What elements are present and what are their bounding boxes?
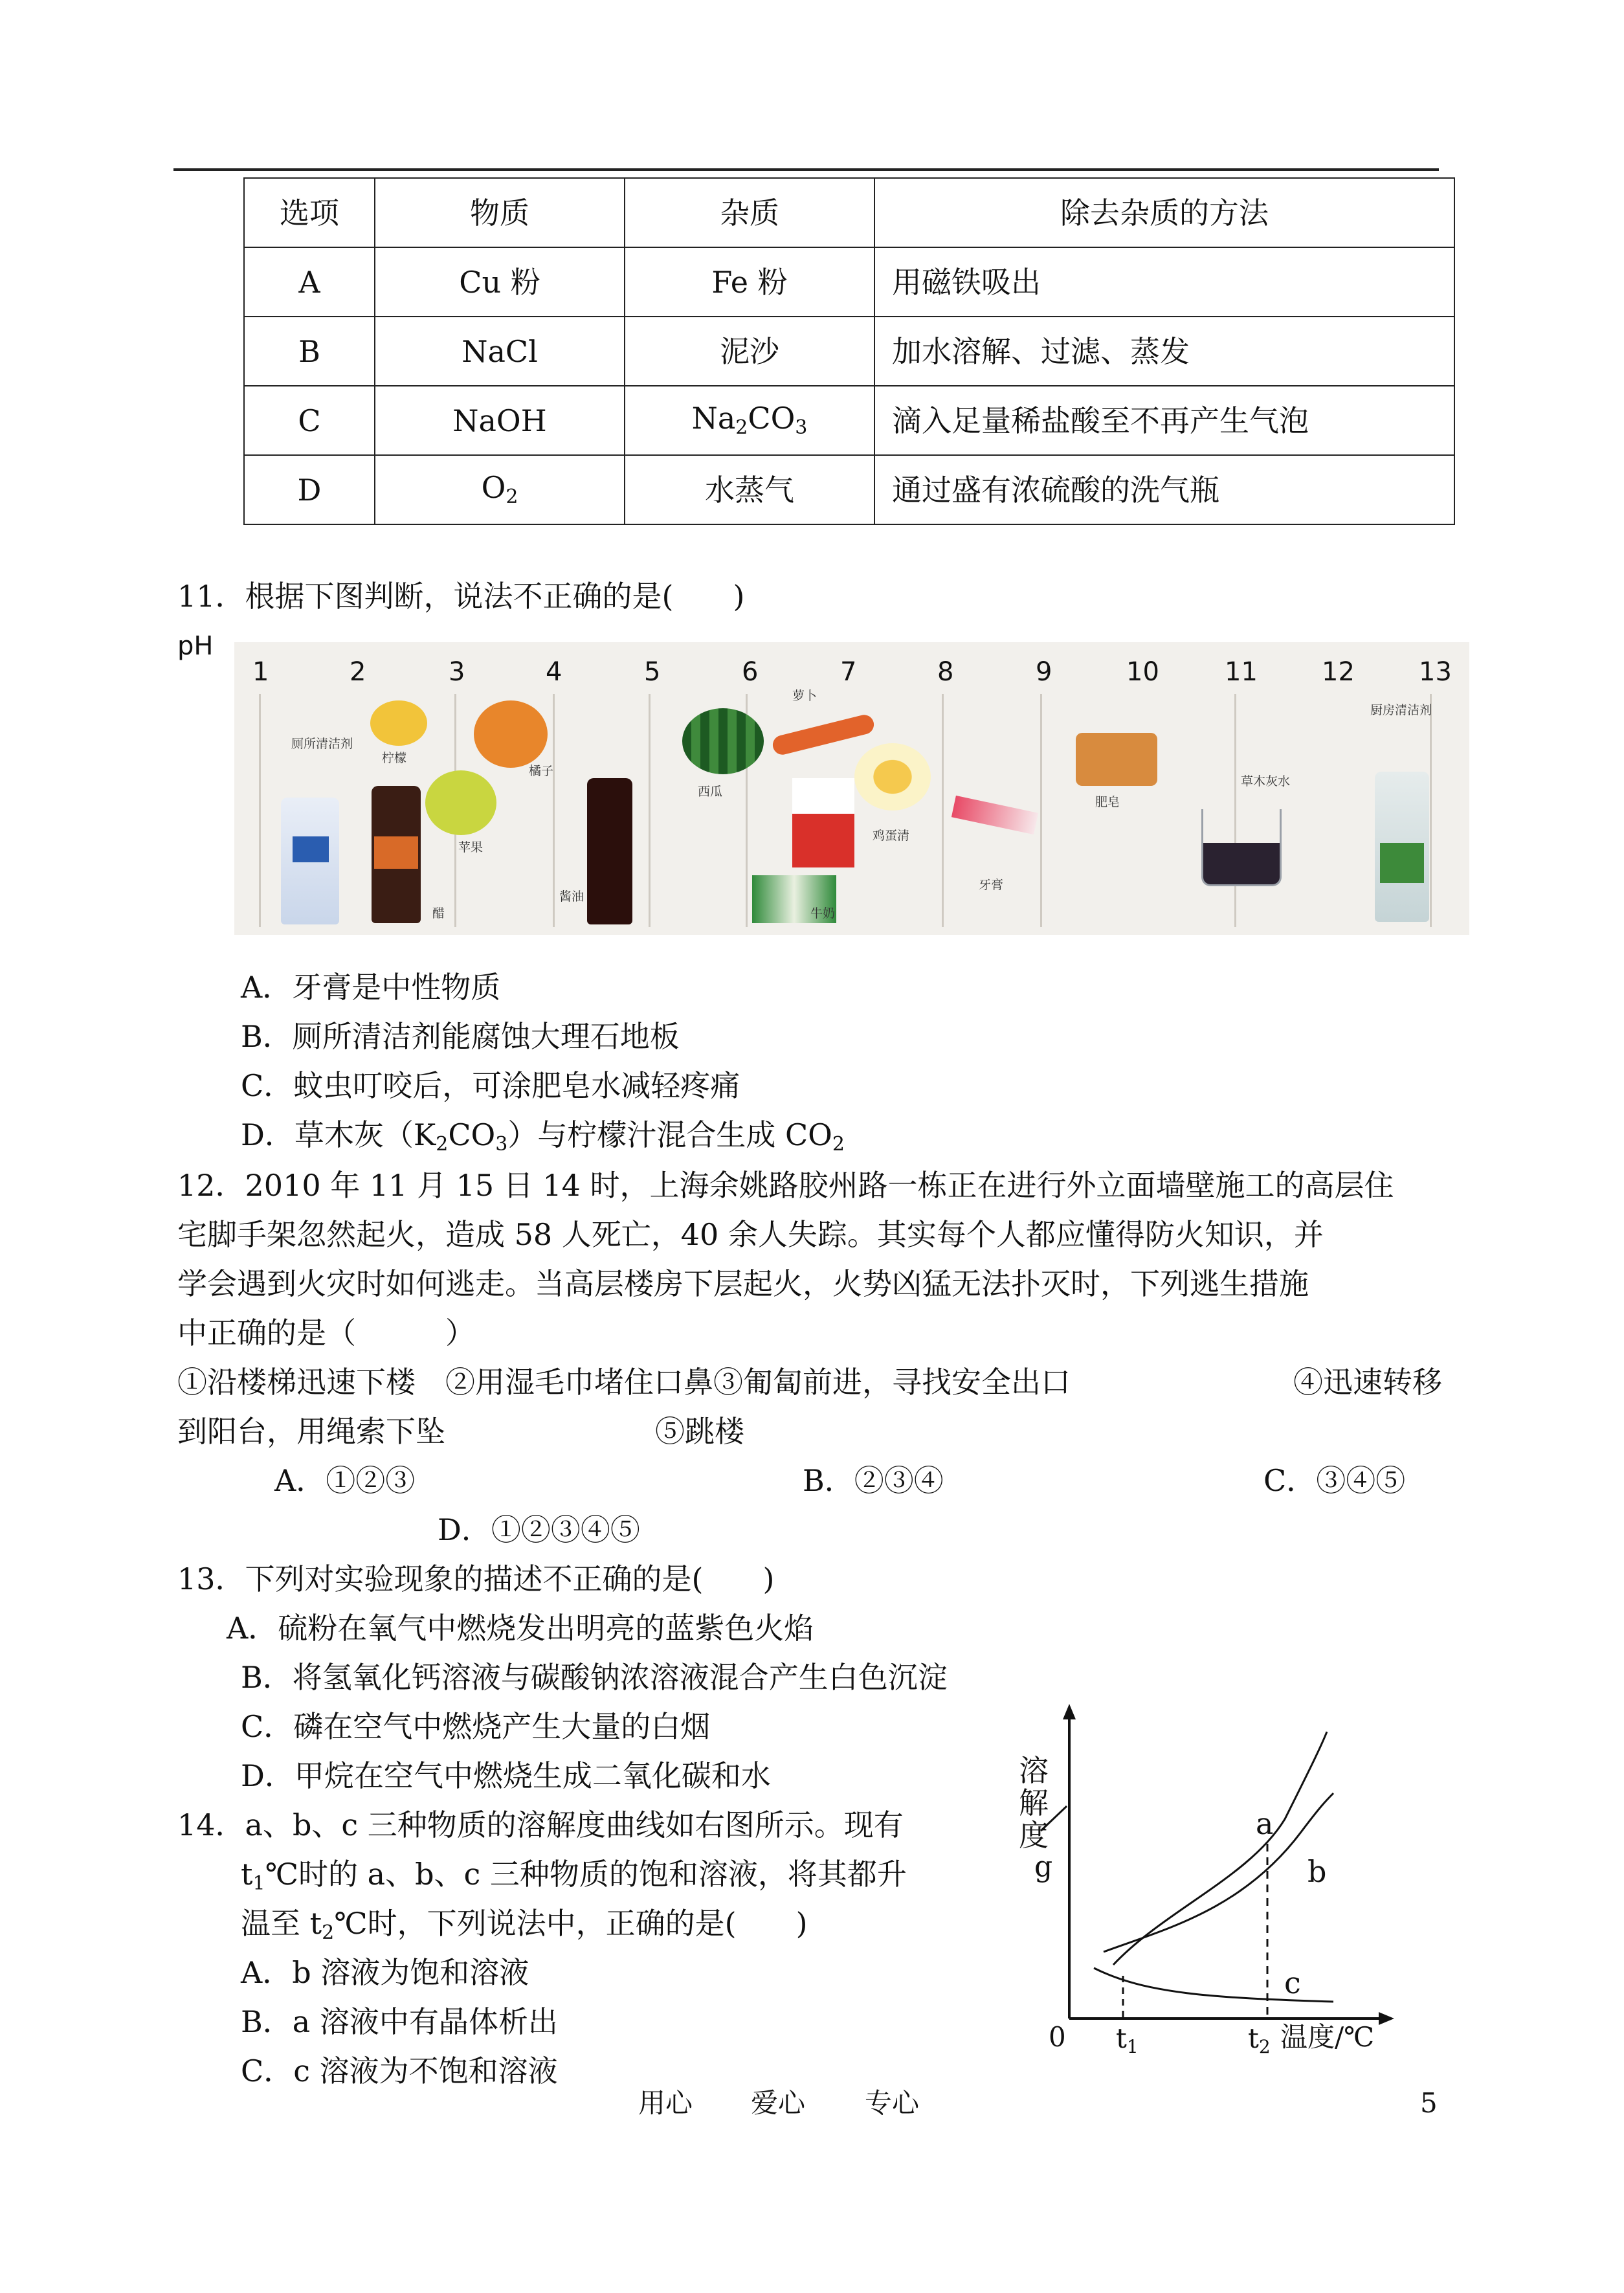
q12-measures-2: ④迅速转移 [1293,1365,1442,1400]
table-row [244,455,1454,524]
cell-option: C [244,386,375,455]
cell-impurity: 水蒸气 [625,455,874,524]
curve-label-b: b [1307,1854,1327,1889]
table-row [244,386,1454,455]
ph-tick: 2 [350,657,366,687]
label-watermelon: 西瓜 [698,785,723,799]
table-row [244,247,1454,317]
graph-t1-label: t1 [1116,2022,1139,2057]
ph-tick: 9 [1036,657,1052,687]
cell-substance: NaCl [375,317,625,386]
q12-option-c: C．③④⑤ [1263,1463,1406,1498]
curve-a [1113,1732,1327,1965]
ph-tick: 3 [449,657,465,687]
q12-measures-1: ①沿楼梯迅速下楼 ②用湿毛巾堵住口鼻③匍匐前进，寻找安全出口 [177,1365,1071,1400]
graph-ylabel-unit: g [1034,1850,1053,1883]
q12-option-a: A．①②③ [274,1463,416,1498]
graph-xlabel: 温度/℃ [1280,2021,1375,2053]
footer-motto-1: 用心 [638,2087,693,2119]
curve-label-c: c [1284,1965,1301,2000]
ph-divider [649,694,651,927]
q13-option-a: A．硫粉在氧气中燃烧发出明亮的蓝紫色火焰 [227,1611,814,1646]
ph-divider [553,694,555,927]
label-toilet-cleaner: 厕所清洁剂 [291,737,353,751]
cell-option: D [244,455,375,524]
q12-measures-3: 到阳台，用绳索下坠 [177,1414,445,1449]
q12-measures-4: ⑤跳楼 [655,1414,744,1449]
graph-ylabel-char: 度 [1019,1818,1049,1853]
footer-motto-3: 专心 [865,2087,920,2119]
ph-tick: 8 [937,657,954,687]
label-lemon: 柠檬 [382,751,407,765]
page-number: 5 [1420,2087,1438,2119]
watermelon-icon [682,708,764,774]
bottle-label-icon [293,836,329,862]
col-header-substance: 物质 [375,178,625,247]
label-soap: 肥皂 [1095,795,1120,809]
cell-method: 加水溶解、过滤、蒸发 [874,317,1454,386]
q12-line-4: 中正确的是（ ） [177,1315,475,1350]
curve-label-a: a [1256,1806,1274,1841]
q14-line-1: 14．a、b、c 三种物质的溶解度曲线如右图所示。现有 [177,1807,904,1842]
cell-substance: NaOH [375,386,625,455]
q12-option-d: D．①②③④⑤ [438,1512,640,1547]
x-axis-arrow-icon [1379,2012,1394,2025]
q14-option-b: B．a 溶液中有晶体析出 [241,2004,558,2039]
q13-option-b: B．将氢氧化钙溶液与碳酸钠浓溶液混合产生白色沉淀 [241,1660,948,1695]
orange-icon [474,700,548,768]
label-kitchen-cleaner: 厨房清洁剂 [1370,703,1432,717]
soap-icon [1076,733,1157,786]
q12-line-3: 学会遇到火灾时如何逃走。当高层楼房下层起火，火势凶猛无法扑灭时，下列逃生措施 [177,1266,1309,1301]
label-toothpaste: 牙膏 [979,878,1004,892]
ph-divider [1430,694,1432,927]
cell-method: 滴入足量稀盐酸至不再产生气泡 [874,386,1454,455]
ph-divider [259,694,261,927]
footer-motto-2: 爱心 [751,2087,806,2119]
solubility-graph [997,1696,1398,2059]
q13-option-d: D．甲烷在空气中燃烧生成二氧化碳和水 [241,1758,771,1793]
ph-tick: 5 [644,657,661,687]
lemon-icon [370,700,427,746]
q11-option-a: A．牙膏是中性物质 [241,970,501,1005]
q11-option-b: B．厕所清洁剂能腐蚀大理石地板 [241,1019,680,1054]
soy-sauce-bottle-icon [587,778,632,924]
label-radish: 萝卜 [792,689,818,703]
label-ash-water: 草木灰水 [1241,774,1291,789]
ph-tick: 1 [252,657,269,687]
ph-divider [942,694,944,927]
q14-line-3: 温至 $t_2℃$时，下列说法中，正确的是( ) [241,1906,808,1944]
cell-substance: $O_2$ [375,455,625,524]
bottle-label-icon [374,836,418,869]
graph-t2-label: t2 [1248,2022,1271,2057]
table-header-row [244,178,1454,247]
cell-option: B [244,317,375,386]
cell-impurity: 泥沙 [625,317,874,386]
col-header-method: 除去杂质的方法 [874,178,1454,247]
ph-tick: 10 [1126,657,1159,687]
curve-b [1104,1793,1333,1952]
ash-water-beaker-icon [1201,809,1282,886]
graph-ylabel-char: 解 [1019,1785,1049,1820]
q11-option-c: C．蚊虫叮咬后，可涂肥皂水减轻疼痛 [241,1068,740,1103]
milk-carton-icon [792,778,854,867]
cell-impurity: $Na_2CO_3$ [625,386,874,455]
q11-stem: 11．根据下图判断，说法不正确的是( ) [177,579,745,614]
label-orange: 橘子 [529,764,554,778]
q13-option-c: C．磷在空气中燃烧产生大量的白烟 [241,1709,711,1744]
ph-label: pH [177,631,214,661]
label-vinegar: 醋 [432,906,445,921]
cell-method: 用磁铁吸出 [874,247,1454,317]
ph-divider [1040,694,1042,927]
graph-ylabel-char: 溶 [1019,1753,1049,1788]
graph-origin: 0 [1049,2021,1066,2053]
q13-stem: 13．下列对实验现象的描述不正确的是( ) [177,1561,775,1596]
q12-option-b: B．②③④ [803,1463,944,1498]
egg-white-icon [854,743,931,811]
label-milk: 牛奶 [810,906,836,921]
col-header-impurity: 杂质 [625,178,874,247]
ph-tick: 12 [1322,657,1355,687]
label-egg-white: 鸡蛋清 [873,829,910,843]
cell-impurity: Fe 粉 [625,247,874,317]
cell-substance: Cu 粉 [375,247,625,317]
apple-icon [425,770,496,835]
col-header-option: 选项 [244,178,375,247]
ph-tick: 6 [742,657,759,687]
bottle-label-icon [1380,843,1424,883]
ph-tick: 7 [840,657,857,687]
q14-option-c: C．c 溶液为不饱和溶液 [241,2053,558,2088]
header-rule [173,168,1439,171]
toothpaste-icon [951,796,1038,834]
cell-option: A [244,247,375,317]
ph-tick: 4 [546,657,562,687]
table-row [244,317,1454,386]
ph-tick: 11 [1225,657,1258,687]
q14-line-2: $t_1℃$时的 a、b、c 三种物质的饱和溶液，将其都升 [241,1857,907,1895]
q11-option-d: D．草木灰$(K_2CO_3)$与柠檬汁混合生成 $CO_2$ [241,1117,845,1156]
cell-method: 通过盛有浓硫酸的洗气瓶 [874,455,1454,524]
impurity-table [243,177,1455,525]
q12-line-2: 宅脚手架忽然起火，造成 58 人死亡，40 余人失踪。其实每个人都应懂得防火知识，并 [177,1217,1324,1252]
y-axis-arrow-icon [1063,1704,1076,1719]
q12-line-1: 12．2010 年 11 月 15 日 14 时，上海余姚路胶州路一栋正在进行外立面墙壁施工的高层住 [177,1168,1394,1203]
q14-option-a: A．b 溶液为饱和溶液 [241,1955,529,1990]
label-apple: 苹果 [458,840,484,855]
radish-icon [771,713,876,757]
label-soy-sauce: 酱油 [559,889,584,904]
ph-tick: 13 [1419,657,1452,687]
